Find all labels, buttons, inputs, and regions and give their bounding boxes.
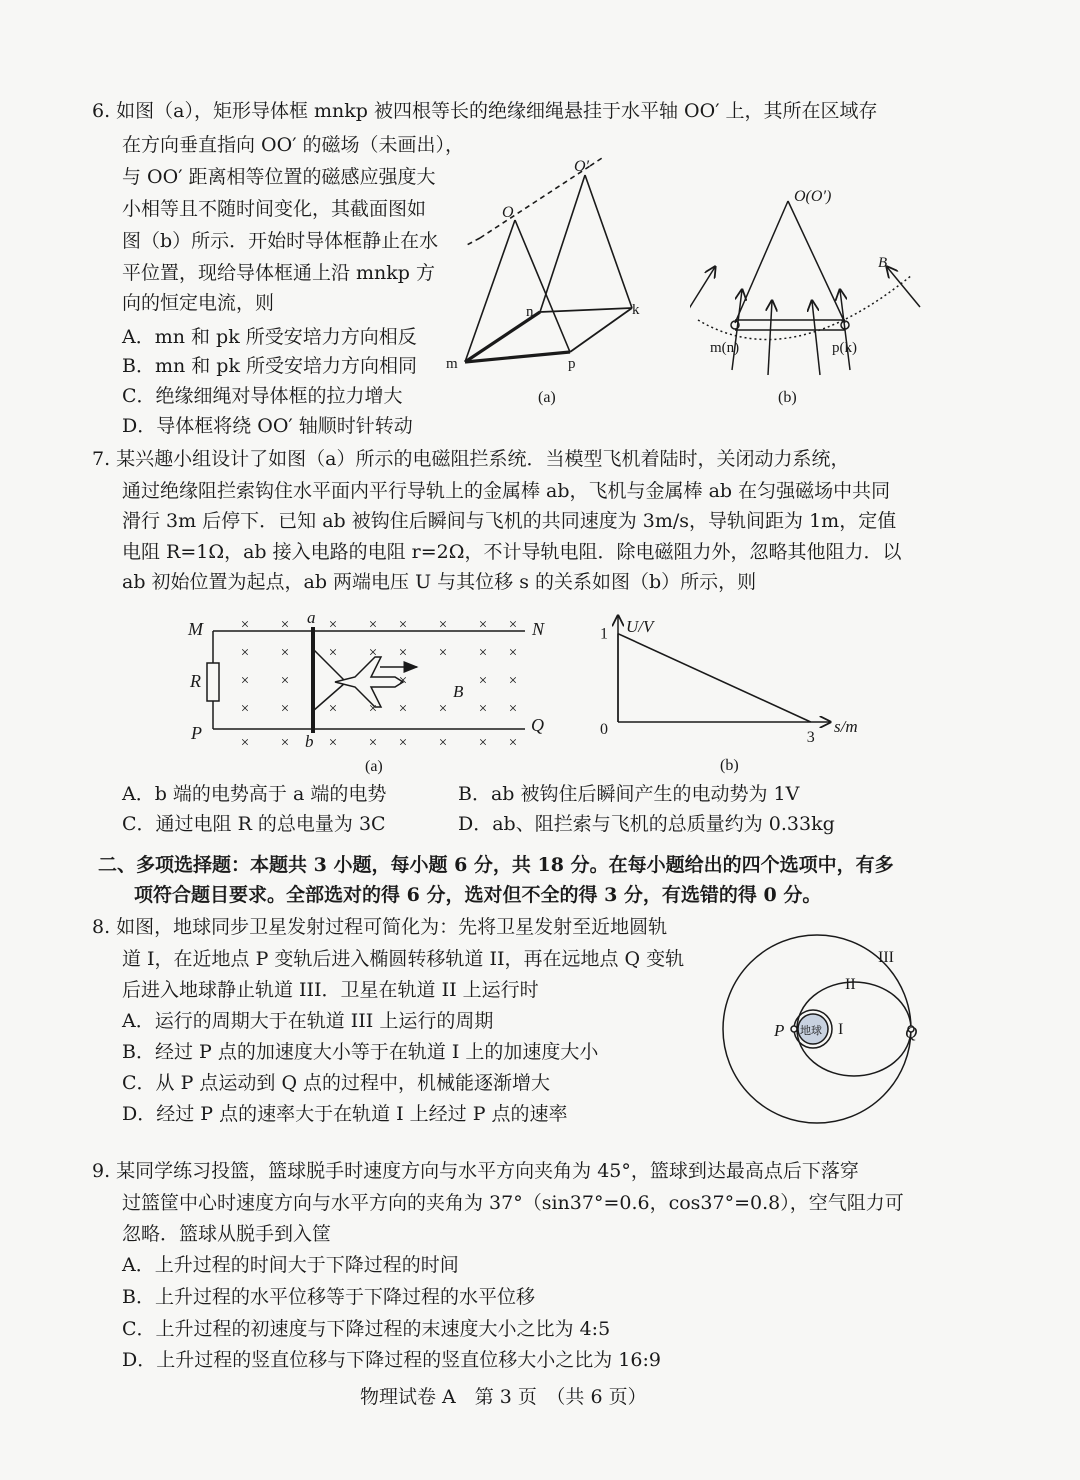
q7-option-b: B．ab 被钩住后瞬间产生的电动势为 1V xyxy=(458,783,800,805)
field-cross: × xyxy=(398,701,408,717)
string-p xyxy=(515,220,570,352)
label-n: N xyxy=(532,619,545,639)
label-mn: m(n) xyxy=(710,340,740,356)
field-cross: × xyxy=(398,645,408,661)
field-cross: × xyxy=(508,701,518,717)
field-cross: × xyxy=(398,617,408,633)
field-cross: × xyxy=(280,673,290,689)
label-o: O xyxy=(502,204,514,221)
field-cross: × xyxy=(240,673,250,689)
q7-option-a: A．b 端的电势高于 a 端的电势 xyxy=(122,783,387,805)
q7-figure-b xyxy=(590,610,880,780)
field-cross: × xyxy=(328,645,338,661)
label-b: b xyxy=(305,732,314,751)
label-m: m xyxy=(446,356,458,372)
q8-option-d: D．经过 P 点的速率大于在轨道 I 上经过 P 点的速率 xyxy=(122,1103,568,1125)
x-axis-label: s/m xyxy=(834,717,858,736)
q6-option-d: D．导体框将绕 OO′ 轴顺时针转动 xyxy=(122,415,413,437)
label-p: P xyxy=(774,1021,785,1040)
field-cross: × xyxy=(478,617,488,633)
field-cross: × xyxy=(328,735,338,751)
field-cross: × xyxy=(508,735,518,751)
q6-stem-line7: 向的恒定电流，则 xyxy=(122,292,275,314)
q6-option-b: B．mn 和 pk 所受安培力方向相同 xyxy=(122,355,418,377)
label-a: a xyxy=(307,608,316,627)
field-cross: × xyxy=(280,617,290,633)
field-cross: × xyxy=(328,701,338,717)
field-cross: × xyxy=(368,701,378,717)
y-axis-label: U/V xyxy=(626,617,654,636)
q9-option-c: C．上升过程的初速度与下降过程的末速度大小之比为 4:5 xyxy=(122,1318,611,1340)
earth-label: 地球 xyxy=(800,1025,822,1037)
section-2-heading-line2: 项符合题目要求。全部选对的得 6 分，选对但不全的得 3 分，有选错的得 0 分。 xyxy=(134,884,822,906)
label-q: Q xyxy=(905,1023,918,1042)
field-cross: × xyxy=(240,617,250,633)
q7-stem-line2: 通过绝缘阻拦索钩住水平面内平行导轨上的金属棒 ab，飞机与金属棒 ab 在匀强磁场中共同 xyxy=(122,480,891,502)
section-2-heading-line1: 二、多项选择题：本题共 3 小题，每小题 6 分，共 18 分。在每小题给出的四个选项中，有多 xyxy=(98,854,894,876)
caption-b: (b) xyxy=(778,389,797,406)
field-cross: × xyxy=(368,617,378,633)
field-cross: × xyxy=(280,735,290,751)
label-orbit-iii: III xyxy=(878,949,894,966)
q8-option-a: A．运行的周期大于在轨道 III 上运行的周期 xyxy=(122,1010,494,1032)
label-o-o-prime: O(O′) xyxy=(794,188,832,205)
q7-figure-a xyxy=(185,605,560,780)
q7-option-d: D．ab、阻拦索与飞机的总质量约为 0.33kg xyxy=(458,813,835,835)
label-q: Q xyxy=(531,715,544,735)
q7-stem-line4: 电阻 R=1Ω，ab 接入电路的电阻 r=2Ω，不计导轨电阻．除电磁阻力外，忽略其他阻力．以 xyxy=(122,541,902,563)
caption-b: (b) xyxy=(720,757,739,774)
q8-stem-line1: 8. 如图，地球同步卫星发射过程可简化为：先将卫星发射至近地圆轨 xyxy=(92,916,668,938)
y-tick-1: 1 xyxy=(600,625,608,643)
q7-stem-line1: 7. 某兴趣小组设计了如图（a）所示的电磁阻拦系统．当模型飞机着陆时，关闭动力系统， xyxy=(92,448,850,470)
q9-option-d: D．上升过程的竖直位移与下降过程的竖直位移大小之比为 16:9 xyxy=(122,1349,661,1371)
q6-figure-b xyxy=(690,175,930,410)
q8-orbit-figure xyxy=(712,930,922,1130)
field-cross: × xyxy=(478,735,488,751)
q6-figure-a xyxy=(440,150,670,410)
q6-stem-line3: 与 OO′ 距离相等位置的磁感应强度大 xyxy=(122,166,436,188)
string-m xyxy=(465,220,515,362)
q6-stem-line2: 在方向垂直指向 OO′ 的磁场（未画出）， xyxy=(122,134,465,156)
label-orbit-ii: II xyxy=(845,976,856,993)
q9-stem-line2: 过篮筐中心时速度方向与水平方向的夹角为 37°（sin37°=0.6，cos37°=0.8），空气阻力可 xyxy=(122,1192,904,1214)
q9-option-b: B．上升过程的水平位移等于下降过程的水平位移 xyxy=(122,1286,535,1308)
field-cross: × xyxy=(508,645,518,661)
q7-stem-line3: 滑行 3m 后停下．已知 ab 被钩住后瞬间与飞机的共同速度为 3m/s，导轨间距为 1m，定值 xyxy=(122,510,897,532)
field-cross: × xyxy=(478,673,488,689)
field-cross: × xyxy=(368,645,378,661)
label-p: p xyxy=(568,356,576,372)
label-o-prime: O′ xyxy=(574,158,590,175)
field-cross: × xyxy=(240,701,250,717)
label-orbit-i: I xyxy=(838,1021,844,1038)
field-cross: × xyxy=(280,645,290,661)
field-cross: × xyxy=(368,735,378,751)
caption-a: (a) xyxy=(365,758,383,775)
field-cross: × xyxy=(508,673,518,689)
label-pk: p(k) xyxy=(832,340,857,356)
q9-stem-line1: 9. 某同学练习投篮，篮球脱手时速度方向与水平方向夹角为 45°，篮球到达最高点后下落穿 xyxy=(92,1160,859,1182)
field-cross: × xyxy=(438,701,448,717)
page-footer: 物理试卷 A 第 3 页 （共 6 页） xyxy=(360,1386,647,1408)
string-n xyxy=(540,175,585,312)
q8-option-c: C．从 P 点运动到 Q 点的过程中，机械能逐渐增大 xyxy=(122,1072,551,1094)
q8-stem-line3: 后进入地球静止轨道 III．卫星在轨道 II 上运行时 xyxy=(122,979,539,1001)
q6-stem-line4: 小相等且不随时间变化，其截面图如 xyxy=(122,198,427,220)
q8-option-b: B．经过 P 点的加速度大小等于在轨道 I 上的加速度大小 xyxy=(122,1041,599,1063)
field-cross: × xyxy=(478,701,488,717)
field-cross: × xyxy=(240,645,250,661)
axis-oo-prime xyxy=(480,166,590,238)
field-cross: × xyxy=(508,617,518,633)
label-p: P xyxy=(191,723,202,743)
q6-option-a: A．mn 和 pk 所受安培力方向相反 xyxy=(122,326,417,348)
field-cross: × xyxy=(398,735,408,751)
caption-a: (a) xyxy=(538,389,556,406)
label-r: R xyxy=(190,671,201,691)
field-cross: × xyxy=(328,617,338,633)
q6-stem-line5: 图（b）所示．开始时导体框静止在水 xyxy=(122,230,439,252)
label-m: M xyxy=(188,619,203,639)
label-k: k xyxy=(632,302,640,318)
q6-option-c: C．绝缘细绳对导体框的拉力增大 xyxy=(122,385,403,407)
label-b-field: B xyxy=(878,255,888,271)
x-tick-3: 3 xyxy=(806,729,815,746)
label-n: n xyxy=(526,304,534,320)
q6-stem-line6: 平位置，现给导体框通上沿 mnkp 方 xyxy=(122,262,436,284)
field-cross: × xyxy=(438,645,448,661)
origin-label: 0 xyxy=(600,721,608,738)
field-cross: × xyxy=(438,617,448,633)
string-k xyxy=(585,175,632,308)
field-cross: × xyxy=(438,735,448,751)
field-cross: × xyxy=(240,735,250,751)
q8-stem-line2: 道 I，在近地点 P 变轨后进入椭圆转移轨道 II，再在远地点 Q 变轨 xyxy=(122,948,685,970)
q6-stem-line1: 6. 如图（a），矩形导体框 mnkp 被四根等长的绝缘细绳悬挂于水平轴 OO′ 上，其所在区域存 xyxy=(92,100,878,122)
field-cross: × xyxy=(478,645,488,661)
label-b-field: B xyxy=(453,682,464,701)
q9-option-a: A．上升过程的时间大于下降过程的时间 xyxy=(122,1254,459,1276)
field-cross: × xyxy=(398,673,408,689)
q7-stem-line5: ab 初始位置为起点，ab 两端电压 U 与其位移 s 的关系如图（b）所示，则 xyxy=(122,571,757,593)
field-cross: × xyxy=(280,701,290,717)
u-s-series-line xyxy=(618,634,811,722)
q7-option-c: C．通过电阻 R 的总电量为 3C xyxy=(122,813,386,835)
q9-stem-line3: 忽略．篮球从脱手到入筐 xyxy=(122,1223,332,1245)
